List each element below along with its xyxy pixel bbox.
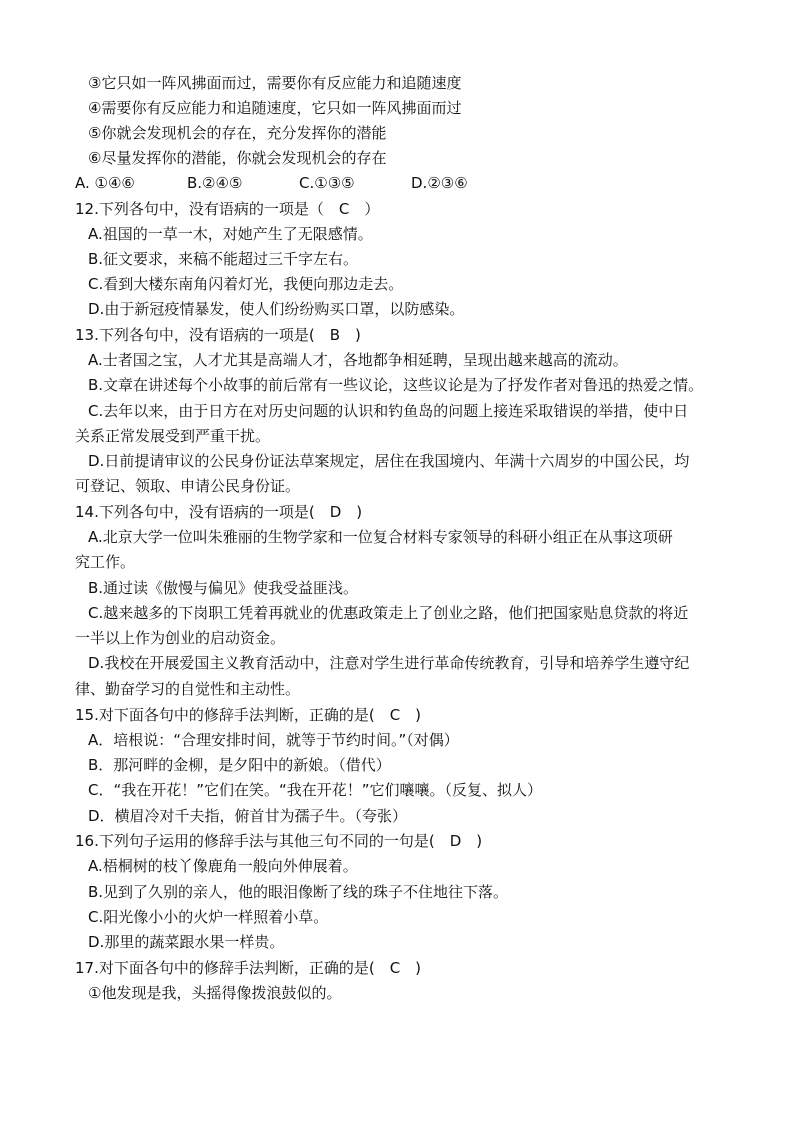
question-14: 14.下列各句中，没有语病的一项是( D )	[75, 503, 363, 521]
text-line: ①他发现是我，头摇得像拨浪鼓似的。	[88, 984, 342, 1002]
text-line: ⑤你就会发现机会的存在，充分发挥你的潜能	[88, 124, 387, 142]
text-line: A.祖国的一草一木，对她产生了无限感情。	[88, 225, 373, 243]
text-line: B．那河畔的金柳，是夕阳中的新娘。（借代）	[88, 756, 391, 774]
text-line: C.阳光像小小的火炉一样照着小草。	[88, 908, 329, 926]
text-line: A．培根说：“合理安排时间，就等于节约时间。”（对偶）	[88, 731, 459, 749]
question-15: 15.对下面各句中的修辞手法判断，正确的是( C )	[75, 706, 422, 724]
text-line: A.士者国之宝，人才尤其是高端人才，各地都争相延聘，呈现出越来越高的流动。	[88, 351, 628, 369]
text-line: D.我校在开展爱国主义教育活动中，注意对学生进行革命传统教育，引导和培养学生遵守纪	[88, 654, 690, 672]
option-a: A. ①④⑥	[75, 174, 135, 192]
option-b: B.②④⑤	[187, 174, 243, 192]
text-line: B.征文要求，来稿不能超过三千字左右。	[88, 250, 359, 268]
text-line: D.由于新冠疫情暴发，使人们纷纷购买口罩，以防感染。	[88, 300, 465, 318]
text-line: D．横眉冷对千夫指，俯首甘为孺子牛。（夸张）	[88, 807, 408, 825]
text-line: A.北京大学一位叫朱雅丽的生物学家和一位复合材料专家领导的科研小组正在从事这项研	[88, 528, 673, 546]
text-line: B.见到了久别的亲人，他的眼泪像断了线的珠子不住地往下落。	[88, 883, 509, 901]
text-line: B.通过读《傲慢与偏见》使我受益匪浅。	[88, 579, 359, 597]
q11-options	[75, 172, 468, 194]
text-line: C．“我在开花！”它们在笑。“我在开花！”它们嚷嚷。（反复、拟人）	[88, 781, 543, 799]
text-line: ⑥尽量发挥你的潜能，你就会发现机会的存在	[88, 149, 387, 167]
question-17: 17.对下面各句中的修辞手法判断，正确的是( C )	[75, 959, 422, 977]
text-line: A.梧桐树的枝丫像鹿角一般向外伸展着。	[88, 857, 358, 875]
question-16: 16.下列句子运用的修辞手法与其他三句不同的一句是( D )	[75, 832, 483, 850]
text-line: D.日前提请审议的公民身份证法草案规定，居住在我国境内、年满十六周岁的中国公民，均	[88, 452, 690, 470]
text-line: B.文章在讲述每个小故事的前后常有一些议论，这些议论是为了抒发作者对鲁迅的热爱之情。	[88, 376, 704, 394]
question-13: 13.下列各句中，没有语病的一项是( B )	[75, 326, 361, 344]
text-line: C.去年以来，由于日方在对历史问题的认识和钓鱼岛的问题上接连采取错误的举措，使中日	[88, 402, 689, 420]
text-line: 可登记、领取、申请公民身份证。	[75, 477, 301, 495]
text-line: 一半以上作为创业的启动资金。	[75, 629, 286, 647]
text-line: 究工作。	[75, 553, 136, 571]
text-line: 律、勤奋学习的自觉性和主动性。	[75, 680, 301, 698]
text-line: 关系正常发展受到严重干扰。	[75, 427, 271, 445]
text-line: D.那里的蔬菜跟水果一样贵。	[88, 933, 285, 951]
question-12: 12.下列各句中，没有语病的一项是（ C ）	[75, 200, 380, 218]
text-line: C.越来越多的下岗职工凭着再就业的优惠政策走上了创业之路，他们把国家贴息贷款的将近	[88, 604, 689, 622]
text-line: ④需要你有反应能力和追随速度，它只如一阵风拂面而过	[88, 99, 462, 117]
text-line: C.看到大楼东南角闪着灯光，我便向那边走去。	[88, 275, 404, 293]
text-line: ③它只如一阵风拂面而过，需要你有反应能力和追随速度	[88, 74, 462, 92]
option-d: D.②③⑥	[411, 174, 468, 192]
option-c: C.①③⑤	[299, 174, 355, 192]
